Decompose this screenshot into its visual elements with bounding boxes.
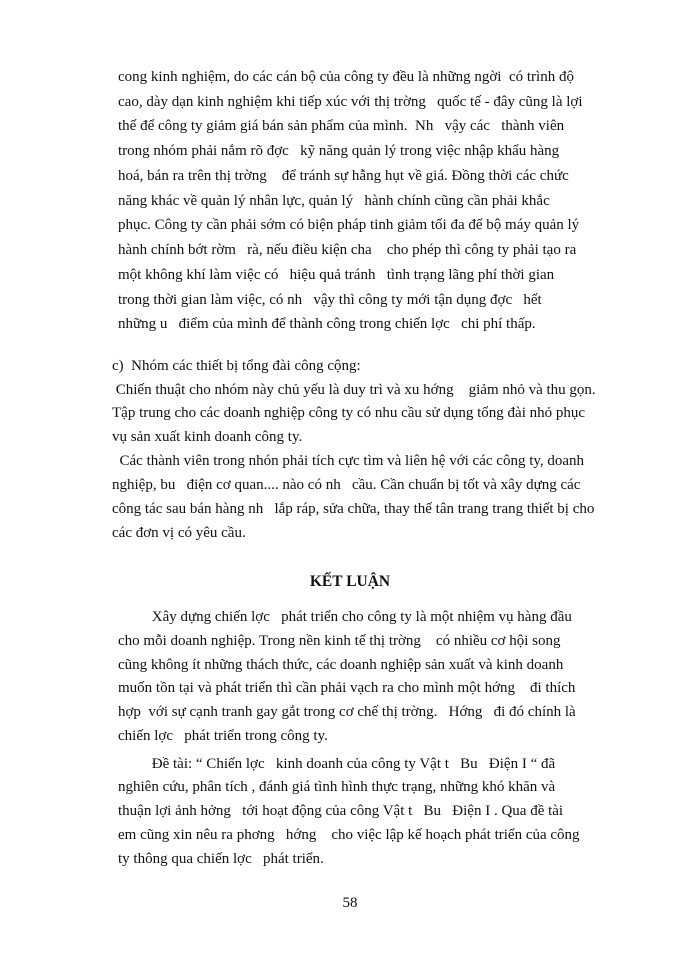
text-line: Chiến thuật cho nhóm này chủ yếu là duy trì và xu hớng giảm nhỏ và thu gọn. [112,382,596,398]
section-heading: KẾT LUẬN [309,573,391,590]
text-line: cong kinh nghiệm, do các cán bộ của công ty đều là những ngời có trình độ [118,69,574,85]
text-line: nghiệp, bu điện cơ quan.... nào có nh cầu. Cần chuẩn bị tốt và xây dựng các [112,477,581,493]
section-label: c) Nhóm các thiết bị tổng đài công cộng: [112,358,361,374]
text-line: một không khí làm việc có hiệu quả tránh tình trạng lãng phí thời gian [118,267,555,283]
text-line: công tác sau bán hàng nh lắp ráp, sửa chữa, thay thế tân trang trang thiết bị cho [112,501,595,517]
text-line: hợp với sự cạnh tranh gay gắt trong cơ chế thị trờng. Hớng đi đó chính là [118,704,576,720]
text-line: năng khác về quản lý nhân lực, quản lý hành chính cũng cần phải khắc [118,193,550,209]
text-line: thuận lợi ảnh hởng tới hoạt động của công Vật t Bu Điện I . Qua đề tài [118,803,564,819]
text-line: các đơn vị có yêu cầu. [112,525,246,541]
text-line: vụ sản xuất kinh doanh công ty. [112,429,303,445]
text-line: trong thời gian làm việc, có nh vậy thì công ty mới tận dụng đợc hết [118,292,542,308]
text-line: nghiên cứu, phân tích , đánh giá tình hình thực trạng, những khó khăn và [118,779,556,795]
text-line: trong nhóm phải nắm rõ đợc kỹ năng quản lý trong việc nhập khẩu hàng [118,143,560,159]
text-line: muốn tồn tại và phát triển thì cần phải vạch ra cho mình một hớng đi thích [118,680,576,696]
text-line: cao, dày dạn kinh nghiệm khi tiếp xúc với thị trờng quốc tế - đây cũng là lợi [118,94,583,110]
text-line: cho mỗi doanh nghiệp. Trong nền kinh tế thị trờng có nhiều cơ hội song [118,633,561,649]
text-line: em cũng xin nêu ra phơng hớng cho việc lập kế hoạch phát triển của công [118,827,580,843]
text-line: thế để công ty giảm giá bán sản phẩm của mình. Nh vậy các thành viên [118,118,565,134]
text-line: những u điểm của mình để thành công trong chiến lợc chi phí thấp. [118,316,536,332]
text-line: Đề tài: “ Chiến lợc kinh doanh của công ty Vật t Bu Điện I “ đã [118,756,556,772]
text-line: cũng không ít những thách thức, các doanh nghiệp sản xuất và kinh doanh [118,657,564,673]
text-line: Xây dựng chiến lợc phát triển cho công ty là một nhiệm vụ hàng đầu [118,609,572,625]
text-line: chiến lợc phát triển trong công ty. [118,728,328,744]
text-line: hoá, bán ra trên thị trờng để tránh sự hẫng hụt về giá. Đồng thời các chức [118,168,569,184]
text-line: phục. Công ty cần phải sớm có biện pháp tinh giảm tối đa để bộ máy quản lý [118,217,580,233]
page-number: 58 [342,895,358,911]
text-line: ty thông qua chiến lợc phát triển. [118,851,324,867]
text-line: Các thành viên trong nhón phải tích cực tìm và liên hệ với các công ty, doanh [112,453,585,469]
text-line: Tập trung cho các doanh nghiệp công ty có nhu cầu sử dụng tổng đài nhỏ phục [112,405,586,421]
text-line: hành chính bớt rờm rà, nếu điều kiện cha cho phép thì công ty phải tạo ra [118,242,577,258]
